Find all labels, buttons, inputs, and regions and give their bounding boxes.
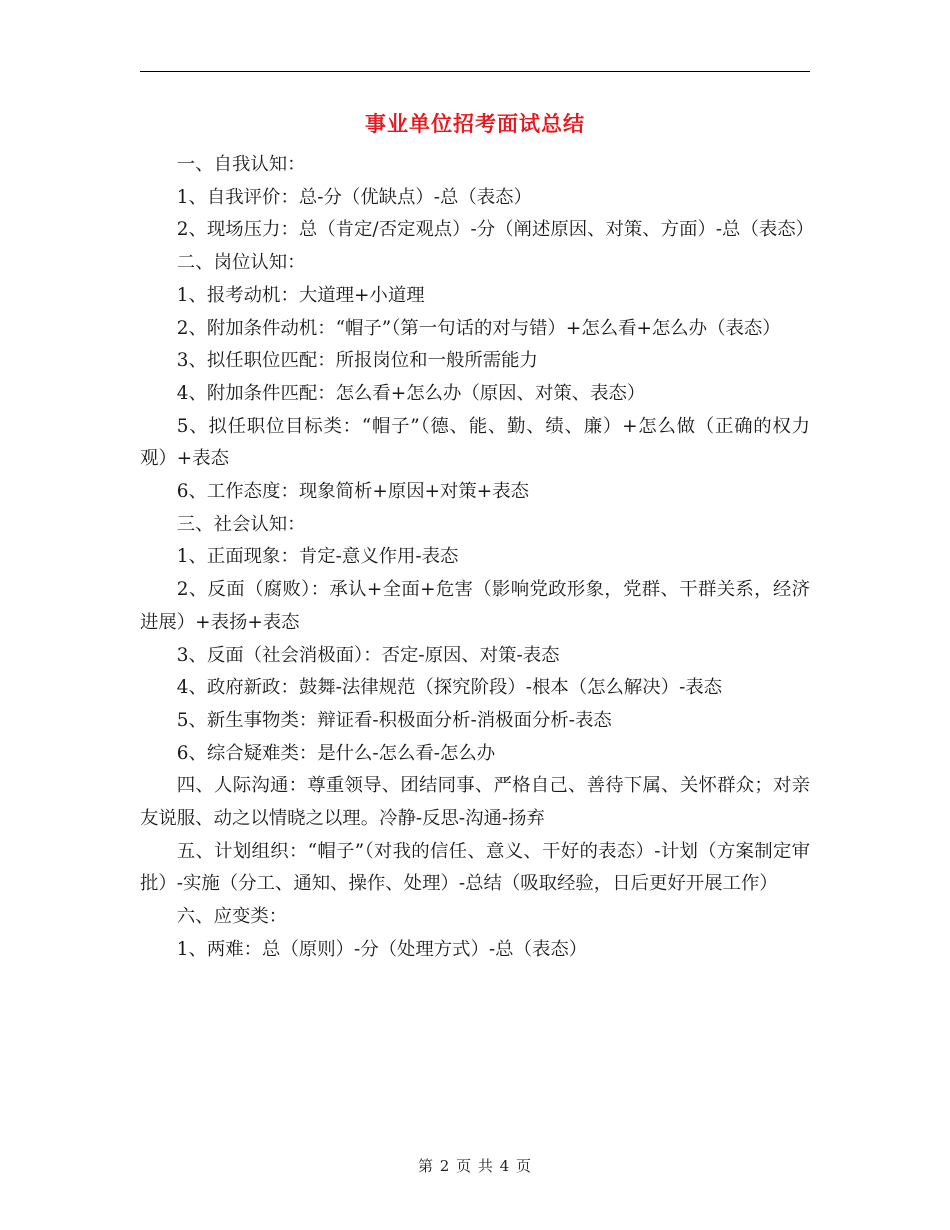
paragraph: 4、政府新政：鼓舞-法律规范（探究阶段）-根本（怎么解决）-表态 xyxy=(176,677,723,699)
page-footer: 第 2 页 共 4 页 xyxy=(418,1157,532,1175)
paragraph: 二、岗位认知： xyxy=(176,252,306,274)
document-body xyxy=(140,149,815,967)
header-rule xyxy=(140,71,810,72)
paragraph: 1、正面现象：肯定-意义作用-表态 xyxy=(176,546,459,568)
paragraph: 4、附加条件匹配：怎么看+怎么办（原因、对策、表态） xyxy=(176,382,646,404)
paragraph: 2、现场压力：总（肯定/否定观点）-分（阐述原因、对策、方面）-总（表态） xyxy=(176,219,815,241)
paragraph: 六、应变类： xyxy=(176,906,288,928)
paragraph: 1、自我评价：总-分（优缺点）-总（表态） xyxy=(176,186,532,208)
paragraph: 5、拟任职位目标类：“帽子”（德、能、勤、绩、廉）+怎么做（正确的权力观）+表态 xyxy=(140,415,810,470)
paragraph: 3、反面（社会消极面）：否定-原因、对策-表态 xyxy=(176,644,560,666)
paragraph: 三、社会认知： xyxy=(176,513,306,535)
paragraph: 2、附加条件动机：“帽子”（第一句话的对与错）+怎么看+怎么办（表态） xyxy=(176,317,781,339)
paragraph: 四、人际沟通：尊重领导、团结同事、严格自己、善待下属、关怀群众；对亲友说服、动之以情晓之以理。冷静-反思-沟通-扬弃 xyxy=(140,775,810,830)
paragraph: 2、反面（腐败）：承认+全面+危害（影响党政形象，党群、干群关系，经济进展）+表扬+表态 xyxy=(140,579,810,633)
paragraph: 6、工作态度：现象简析+原因+对策+表态 xyxy=(176,481,529,503)
paragraph: 一、自我认知： xyxy=(176,154,306,175)
paragraph: 3、拟任职位匹配：所报岗位和一般所需能力 xyxy=(176,350,538,372)
paragraph: 五、计划组织：“帽子”（对我的信任、意义、干好的表态）-计划（方案制定审批）-实施（分工、通知、操作、处理）-总结（吸取经验，日后更好开展工作） xyxy=(140,840,810,895)
document-title: 事业单位招考面试总结 xyxy=(365,112,585,136)
paragraph: 5、新生事物类：辩证看-积极面分析-消极面分析-表态 xyxy=(176,709,612,731)
paragraph: 1、两难：总（原则）-分（处理方式）-总（表态） xyxy=(176,938,588,960)
paragraph: 1、报考动机：大道理+小道理 xyxy=(176,284,425,306)
paragraph: 6、综合疑难类：是什么-怎么看-怎么办 xyxy=(176,742,496,764)
